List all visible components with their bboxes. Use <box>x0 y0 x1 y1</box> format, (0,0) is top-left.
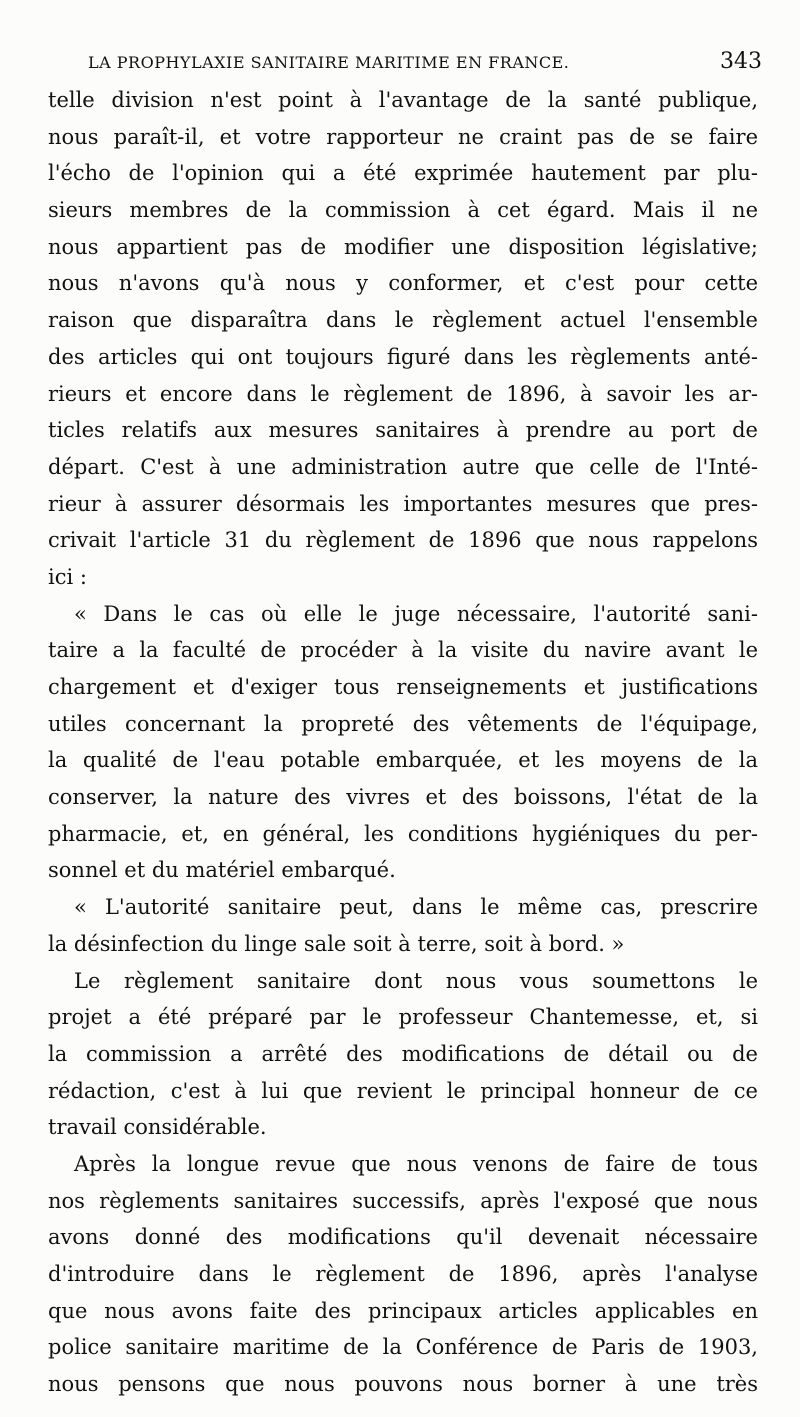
text-line: nous paraît-il, et votre rapporteur ne craint pas de se faire <box>48 124 758 149</box>
text-line: nous pensons que nous pouvons nous borner à une très <box>48 1372 758 1397</box>
text-line: police sanitaire maritime de la Conférence de Paris de 1903, <box>48 1335 758 1360</box>
text-line: rieurs et encore dans le règlement de 1896, à savoir les ar- <box>48 381 758 406</box>
text-line: pharmacie, et, en général, les conditions hygiéniques du per- <box>48 821 758 846</box>
text-line: ici : <box>48 564 87 589</box>
text-line: telle division n'est point à l'avantage de la santé publique, <box>48 88 758 112</box>
text-line: la commission a arrêté des modifications de détail ou de <box>48 1041 758 1066</box>
text-line: sieurs membres de la commission à cet égard. Mais il ne <box>48 198 758 223</box>
text-line: d'introduire dans le règlement de 1896, après l'analyse <box>48 1262 758 1286</box>
running-title: LA PROPHYLAXIE SANITAIRE MARITIME EN FRANCE. <box>88 53 570 72</box>
page-number: 343 <box>720 49 762 74</box>
text-line: l'écho de l'opinion qui a été exprimée hautement par plu- <box>48 161 758 186</box>
text-line: « L'autorité sanitaire peut, dans le même cas, prescrire <box>74 895 758 920</box>
text-line: la qualité de l'eau potable embarquée, et les moyens de la <box>48 748 758 773</box>
text-line: conserver, la nature des vivres et des boissons, l'état de la <box>48 785 758 810</box>
text-line: avons donné des modifications qu'il devenait nécessaire <box>48 1225 758 1250</box>
text-line: taire a la faculté de procéder à la visite du navire avant le <box>48 638 758 663</box>
text-line: travail considérable. <box>48 1115 267 1140</box>
text-line: des articles qui ont toujours figuré dans les règlements anté- <box>48 344 758 369</box>
text-line: Après la longue revue que nous venons de faire de tous <box>74 1151 758 1176</box>
text-line: nous n'avons qu'à nous y conformer, et c'est pour cette <box>48 271 758 296</box>
text-line: rédaction, c'est à lui que revient le principal honneur de ce <box>48 1078 758 1103</box>
text-line: départ. C'est à une administration autre que celle de l'Inté- <box>48 454 758 479</box>
text-line: utiles concernant la propreté des vêtements de l'équipage, <box>48 711 758 736</box>
text-line: crivait l'article 31 du règlement de 1896 que nous rappelons <box>48 528 758 553</box>
text-line: raison que disparaîtra dans le règlement actuel l'ensemble <box>48 308 758 333</box>
text-line: nous appartient pas de modifier une disposition législative; <box>48 234 758 259</box>
text-line: sonnel et du matériel embarqué. <box>48 858 396 883</box>
page-header <box>48 44 764 78</box>
text-line: « Dans le cas où elle le juge nécessaire, l'autorité sani- <box>74 601 758 626</box>
text-line: chargement et d'exiger tous renseignements et justifications <box>48 675 758 699</box>
text-line: ticles relatifs aux mesures sanitaires à prendre au port de <box>48 418 758 443</box>
text-line: nos règlements sanitaires successifs, après l'exposé que nous <box>48 1188 758 1213</box>
text-line: projet a été préparé par le professeur Chantemesse, et, si <box>48 1005 758 1030</box>
text-line: rieur à assurer désormais les importantes mesures que pres- <box>48 491 758 516</box>
text-line: la désinfection du linge sale soit à terre, soit à bord. » <box>48 931 625 956</box>
text-line: que nous avons faite des principaux articles applicables en <box>48 1298 758 1323</box>
body-text <box>48 82 758 1403</box>
text-line: Le règlement sanitaire dont nous vous soumettons le <box>74 968 758 993</box>
